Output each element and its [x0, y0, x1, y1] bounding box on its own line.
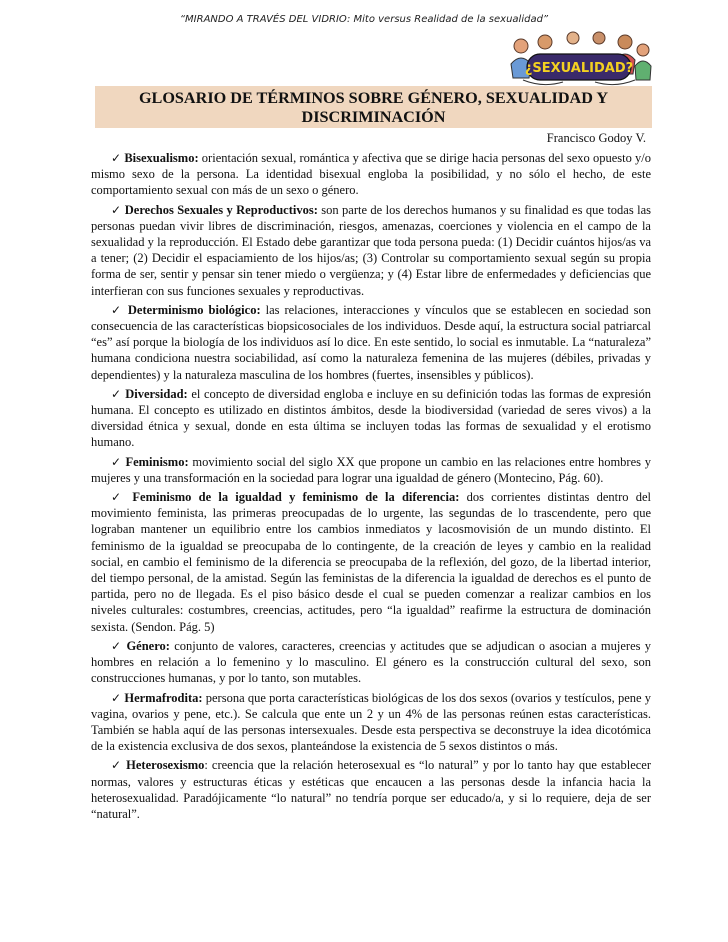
checkmark-icon: ✓ [111, 454, 122, 469]
glossary-entry [91, 757, 651, 822]
glossary-definition: las relaciones, interacciones y vínculos que se establecen en sociedad son consecuencia de las características biopsicosociales de los individuos. Desde aquí, la estructura social patriarcal “es” así porque la biología de los individuos así lo dice. En este sentido, lo social es inmutable. La “naturaleza” humana condiciona nuestra sociabilidad, así como la naturaleza femenina de las mujeres (débiles, privadas y dependientes) y la naturaleza masculina de los hombres (fuertes, insensibles y públicos). [91, 302, 651, 382]
checkmark-icon: ✓ [111, 690, 122, 705]
document-title [95, 86, 652, 128]
author-name: Francisco Godoy V. [546, 131, 646, 145]
glossary-definition: movimiento social del siglo XX que propone un cambio en las relaciones entre hombres y mujeres y una transformación en la sociedad para lograr una igualdad de género (Montecino, Pág. 60). [91, 454, 651, 485]
glossary-definition: dos corrientes distintas dentro del movimiento feminista, las primeras preocupadas de lo urgente, las segundas de lo trascendente, pero que lograban mantener un equilibrio entre los cambios inmediatos y lacosmovisión de un mundo distinto. El feminismo de la igualdad se preocupaba de lo contingente, de la creación de leyes y cambio en la realidad social, en cambio el feminismo de la diferencia se preocupaba de la reflexión, del gozo, de la libertad interior, del tiempo personal, de la amistad. Según las feministas de la diferencia la igualdad de derechos es el punto de partida, pero no de llegada. Es el piso básico desde el cual se pueden comenzar a realizar cambios en los niveles culturales: costumbres, creencias, actitudes, pero “la igualdad” reafirme la estructura de dominación sexista. (Sendon. Pág. 5) [91, 490, 651, 634]
glossary-definition: conjunto de valores, caracteres, creencias y actitudes que se adjudican o asocian a mujeres y hombres en relación a lo femenino y lo masculino. El género es la construcción cultural del sexo, son construcciones humanas, y por lo tanto, son mutables. [91, 638, 651, 686]
glossary-definition: son parte de los derechos humanos y su finalidad es que todas las personas puedan vivir libres de discriminación, riesgos, amenazas, coerciones y violencia en el campo de la sexualidad y la reproducción. El Estado debe garantizar que toda persona pueda: (1) Decidir cuántos hijos/as va a tener; (2) Decidir el espaciamiento de los hijos/as; (3) Controlar su comportamiento sexual según su propia forma de ser, sentir y pensar sin tener miedo o vergüenza; y (4) Estar libre de enfermedades y deficiencias que interfieran con sus funciones sexuales y reproductivas. [91, 202, 651, 298]
glossary-term: Determinismo biológico: [127, 302, 261, 317]
checkmark-icon: ✓ [111, 151, 122, 165]
glossary-term: Género: [126, 638, 170, 653]
glossary-definition: : creencia que la relación heterosexual es “lo natural” y por lo tanto hay que establecer normas, valores y estructuras éticas y estéticas que encaucen a las personas desde la infancia hacia la heterosexualidad. Paradójicamente “lo natural” no tendría porque ser educado/a, y si lo requiere, deja de ser “natural”. [91, 758, 652, 821]
glossary-definition: orientación sexual, romántica y afectiva que se dirige hacia personas del sexo opuesto y/o mismo sexo de la persona. La identidad bisexual engloba la posibilidad, y no sólo el hecho, de este comportamiento sexual con más de un sexo o género. [91, 151, 652, 198]
glossary-term: Feminismo: [125, 454, 189, 469]
checkmark-icon: ✓ [111, 758, 123, 773]
checkmark-icon: ✓ [111, 302, 123, 317]
glossary-entry [91, 690, 651, 755]
glossary-entry [91, 638, 651, 687]
checkmark-icon: ✓ [111, 386, 122, 401]
title-line-2: DISCRIMINACIÓN [301, 108, 446, 126]
glossary-term: Heterosexismo [126, 758, 205, 773]
title-line-1: GLOSARIO DE TÉRMINOS SOBRE GÉNERO, SEXUALIDAD Y [138, 89, 609, 107]
checkmark-icon: ✓ [111, 490, 126, 505]
checkmark-icon: ✓ [111, 638, 123, 653]
svg-text:¿SEXUALIDAD?: ¿SEXUALIDAD? [524, 61, 634, 76]
glossary-definition: persona que porta características biológicas de los dos sexos (ovarios y testículos, pene y vagina, ovarios y pene, etc.). Se calcula que ente un 2 y un 4% de las personas reúnen estas características. También se habla aquí de las personas intersexuales. Desde esta perspectiva se deconstruye la idea dicotómica de la existencia exclusiva de dos sexos, planteándose la existencia de 5 sexos distintos o más. [91, 690, 652, 754]
glossary-term: Hermafrodita: [124, 690, 203, 705]
glossary-entry [91, 150, 651, 199]
glossary-entry [91, 302, 651, 383]
glossary-entry [91, 489, 651, 635]
glossary-term: Bisexualismo: [124, 151, 199, 165]
glossary-definition: el concepto de diversidad engloba e incluye en su definición todas las formas de expresión humana. El concepto es utilizado en distintos ámbitos, desde la biodiversidad (variedad de seres vivos) a la diversidad étnica y sexual, donde en esta última se incluyen todas las formas de sexualidad y el erotismo humano. [91, 386, 652, 450]
glossary-term: Derechos Sexuales y Reproductivos: [124, 202, 318, 217]
glossary-entry [91, 202, 651, 299]
glossary-entry [91, 454, 651, 486]
glossary-term: Feminismo de la igualdad y feminismo de la diferencia: [132, 490, 460, 505]
running-header: “MIRANDO A TRAVÉS DEL VIDRIO: Mito versus Realidad de la sexualidad” [179, 14, 549, 25]
glossary-body [91, 150, 651, 825]
sexualidad-logo [503, 30, 653, 92]
glossary-term: Diversidad: [125, 386, 188, 401]
glossary-entry [91, 386, 651, 451]
checkmark-icon: ✓ [111, 202, 122, 217]
